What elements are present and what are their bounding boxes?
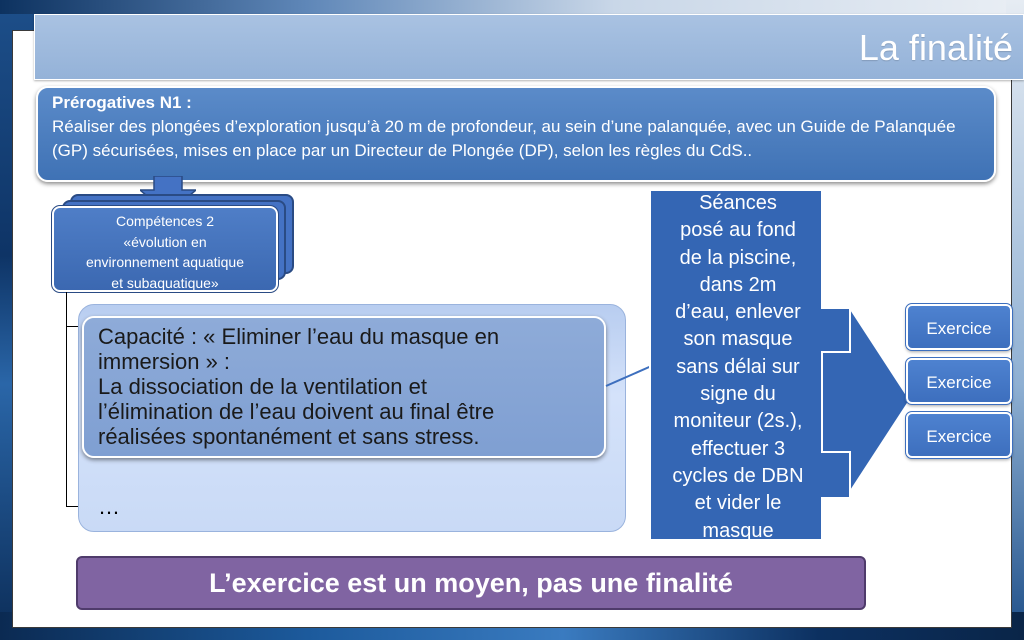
- exercise-box: Exercice: [906, 304, 1012, 350]
- title-bar: [34, 14, 1024, 80]
- capacity-line: immersion » :: [98, 349, 231, 374]
- seances-line: et vider le: [694, 492, 782, 515]
- slide-title: La finalité: [858, 27, 1013, 68]
- prerogatives-box: [36, 86, 996, 182]
- competence-line: Compétences 2: [115, 213, 215, 229]
- background-top-strip: [0, 0, 1024, 14]
- seances-line: posé au fond: [680, 219, 796, 242]
- seances-line: son masque: [683, 328, 793, 351]
- competence-card: [52, 206, 278, 292]
- seances-line: cycles de DBN: [672, 464, 804, 487]
- seances-line: dans 2m: [699, 273, 777, 296]
- seances-line: sans délai sur: [676, 355, 800, 378]
- prerogatives-text: Réaliser des plongées d’exploration jusqu’à 20 m de profondeur, au sein d’une palanquée, avec un Guide de Palanquée (GP) sécurisées, mises en place par un Directeur de Plongée (DP), selon les règles du CdS..: [52, 117, 956, 160]
- seances-line: signe du: [700, 383, 776, 406]
- seances-line: masque: [702, 519, 774, 542]
- ellipsis-item: …: [98, 494, 120, 519]
- seances-description: [650, 190, 826, 540]
- exercise-box: Exercice: [906, 412, 1012, 458]
- capacity-line: réalisées spontanément et sans stress.: [98, 424, 480, 449]
- seances-line: d’eau, enlever: [675, 301, 801, 324]
- seances-line: effectuer 3: [690, 437, 786, 460]
- competence-line: et subaquatique»: [111, 274, 219, 291]
- seances-line: Séances: [699, 192, 777, 214]
- prerogatives-heading: Prérogatives N1 :: [52, 93, 192, 112]
- capacity-line: La dissociation de la ventilation et: [98, 374, 427, 399]
- competence-line: environnement aquatique: [85, 254, 244, 270]
- conclusion-banner: L’exercice est un moyen, pas une finalité: [76, 556, 866, 610]
- capacity-box: [82, 316, 606, 458]
- tree-connector-vertical: [66, 292, 67, 506]
- seances-line: de la piscine,: [679, 246, 797, 269]
- capacity-line: l’élimination de l’eau doivent au final être: [98, 399, 495, 424]
- exercise-box: Exercice: [906, 358, 1012, 404]
- capacity-line: Capacité : « Eliminer l’eau du masque en: [98, 324, 500, 349]
- competence-line: «évolution en: [123, 233, 207, 250]
- seances-line: moniteur (2s.),: [673, 410, 803, 433]
